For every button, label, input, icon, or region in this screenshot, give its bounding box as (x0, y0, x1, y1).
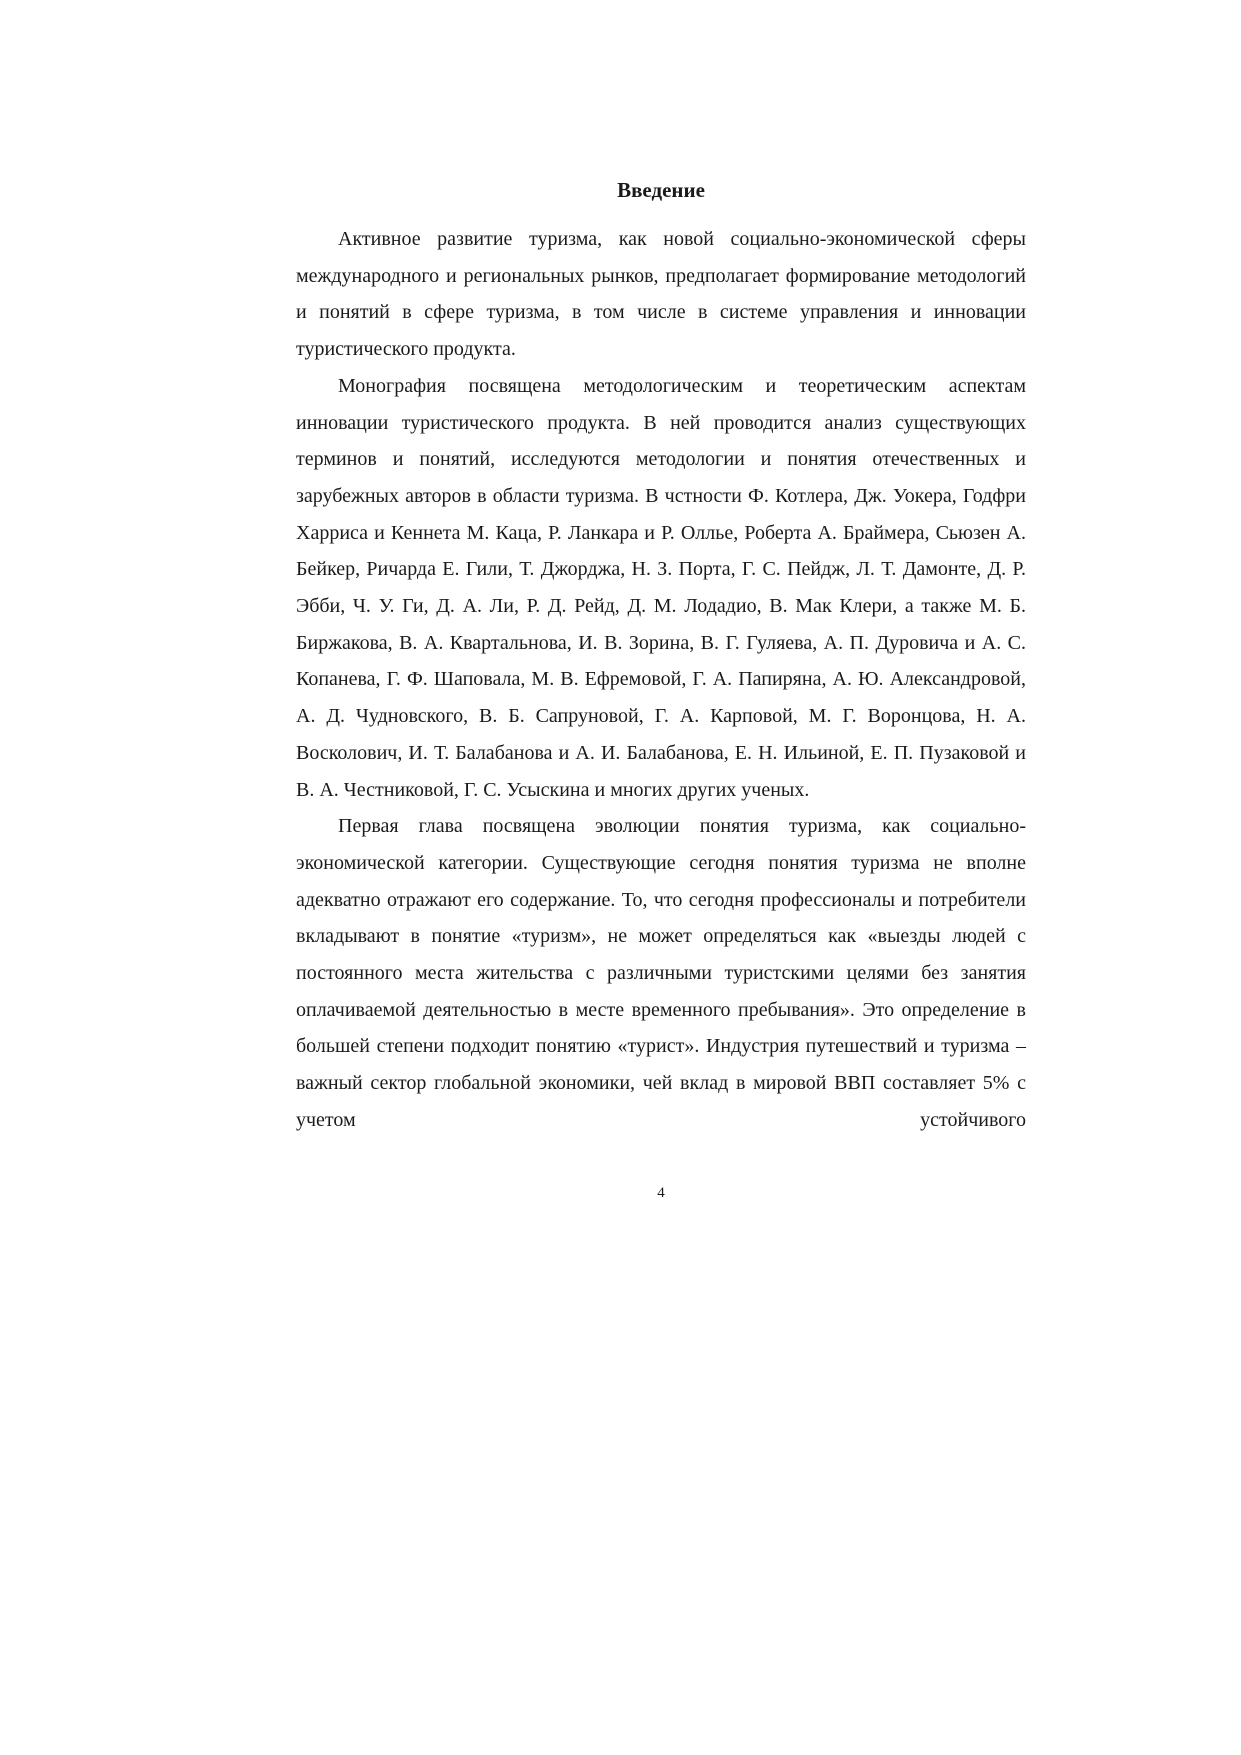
paragraph-monograph: Монография посвящена методологическим и теоретическим аспектам инновации туристического продукта. В ней проводится анализ существующих терминов и понятий, исследуются методологии и понятия отечественных и зарубежных авторов в области туризма. В чстности Ф. Котлера, Дж. Уокера, Годфри Харриса и Кеннета М. Каца, Р. Ланкара и Р. Оллье, Роберта А. Браймера, Сьюзен А. Бейкер, Ричарда Е. Гили, Т. Джорджа, Н. З. Порта, Г. С. Пейдж, Л. Т. Дамонте, Д. Р. Эбби, Ч. У. Ги, Д. А. Ли, Р. Д. Рейд, Д. М. Лодадио, В. Мак Клери, а также М. Б. Биржакова, В. А. Квартальнова, И. В. Зорина, В. Г. Гуляева, А. П. Дуровича и А. С. Копанева, Г. Ф. Шаповала, М. В. Ефремовой, Г. А. Папиряна, А. Ю. Александровой, А. Д. Чудновского, В. Б. Сапруновой, Г. А. Карповой, М. Г. Воронцова, Н. А. Восколович, И. Т. Балабанова и А. И. Балабанова, Е. Н. Ильиной, Е. П. Пузаковой и В. А. Честниковой, Г. С. Усыскина и многих других ученых. (296, 374, 1026, 801)
body-text (296, 221, 1026, 1139)
paragraph-first-chapter: Первая глава посвящена эволюции понятия туризма, как социально-экономической категории. Существующие сегодня понятия туризма не вполне адекватно отражают его содержание. То, что сегодня профессионалы и потребители вкладывают в понятие «туризм», не может определяться как «выезды людей с постоянного места жительства с различными туристскими целями без занятия оплачиваемой деятельностью в месте временного пребывания». Это определение в большей степени подходит понятию «турист». Индустрия путешествий и туризма – важный сектор глобальной экономики, чей вклад в мировой ВВП составляет 5% с учетом устойчивого (296, 815, 1026, 1131)
paragraph-intro: Активное развитие туризма, как новой социально-экономической сферы международного и региональных рынков, предполагает формирование методологий и понятий в сфере туризма, в том числе в системе управления и инновации туристического продукта. (296, 228, 1026, 361)
section-heading: Введение (617, 178, 705, 202)
page-number: 4 (657, 1185, 665, 1201)
